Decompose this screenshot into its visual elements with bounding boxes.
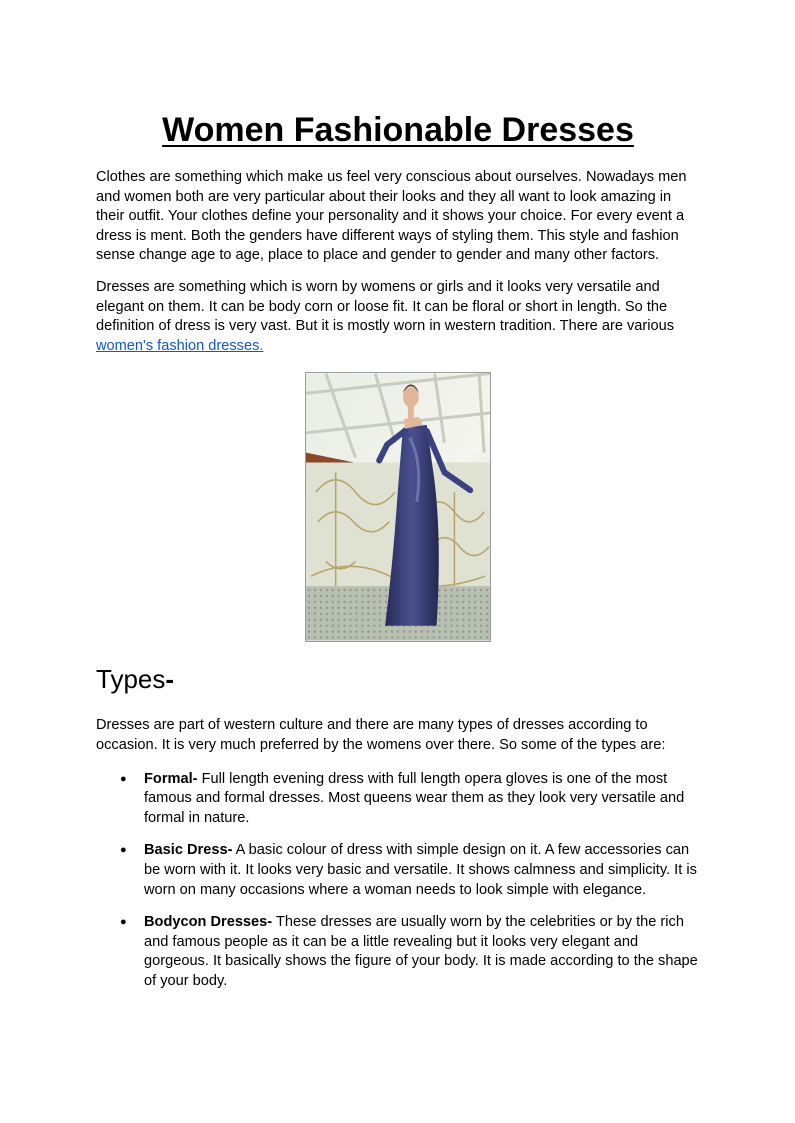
bullet-icon: ● xyxy=(120,772,127,785)
list-item-text: These dresses are usually worn by the celebrities or by the rich and famous people as it can be a little revealing but it looks very elegant and gorgeous. It basically shows the figure of your body. It is made according to the shape of your body. xyxy=(144,914,698,989)
list-item xyxy=(96,770,700,829)
list-item-term: Bodycon Dresses- xyxy=(144,914,273,931)
list-item xyxy=(96,913,700,991)
list-item-term: Formal- xyxy=(144,770,198,787)
evening-dress-photo xyxy=(305,372,491,642)
types-heading-dash: - xyxy=(165,664,175,695)
bullet-icon: ● xyxy=(120,844,127,857)
womens-fashion-dresses-link[interactable]: women's fashion dresses. xyxy=(96,337,264,354)
bullet-icon: ● xyxy=(120,916,127,929)
dresses-paragraph-text: Dresses are something which is worn by womens or girls and it looks very versatile and elegant on them. It can be body corn or loose fit. It can be floral or short in length. So the definition of dress is very vast. But it is mostly worn in western tradition. There are various xyxy=(96,278,675,335)
types-heading xyxy=(96,662,700,696)
types-intro-paragraph: Dresses are part of western culture and there are many types of dresses according to occasion. It is very much preferred by the womens over there. So some of the types are: xyxy=(96,717,666,753)
types-list xyxy=(96,770,700,992)
figure-container xyxy=(96,372,700,642)
document-page xyxy=(96,108,700,1004)
types-heading-text: Types xyxy=(96,664,166,695)
list-item-term: Basic Dress- xyxy=(144,842,233,859)
page-title: Women Fashionable Dresses xyxy=(162,111,634,149)
list-item-text: A basic colour of dress with simple design on it. A few accessories can be worn with it. It looks very basic and versatile. It shows calmness and simplicity. It is worn on many occasions where a woman needs to look simple with elegance. xyxy=(144,842,697,898)
list-item-text: Full length evening dress with full length opera gloves is one of the most famous and formal dresses. Most queens wear them as they look very versatile and formal in nature. xyxy=(144,770,685,826)
intro-paragraph: Clothes are something which make us feel very conscious about ourselves. Nowadays men and women both are very particular about their looks and they all want to look amazing in their outfit. Your clothes define your personality and it shows your choice. For every event a dress is ment. Both the genders have different ways of styling them. This style and fashion sense change age to age, place to place and gender to gender and many other factors. xyxy=(96,169,687,264)
dresses-paragraph xyxy=(96,278,700,356)
list-item xyxy=(96,841,700,900)
